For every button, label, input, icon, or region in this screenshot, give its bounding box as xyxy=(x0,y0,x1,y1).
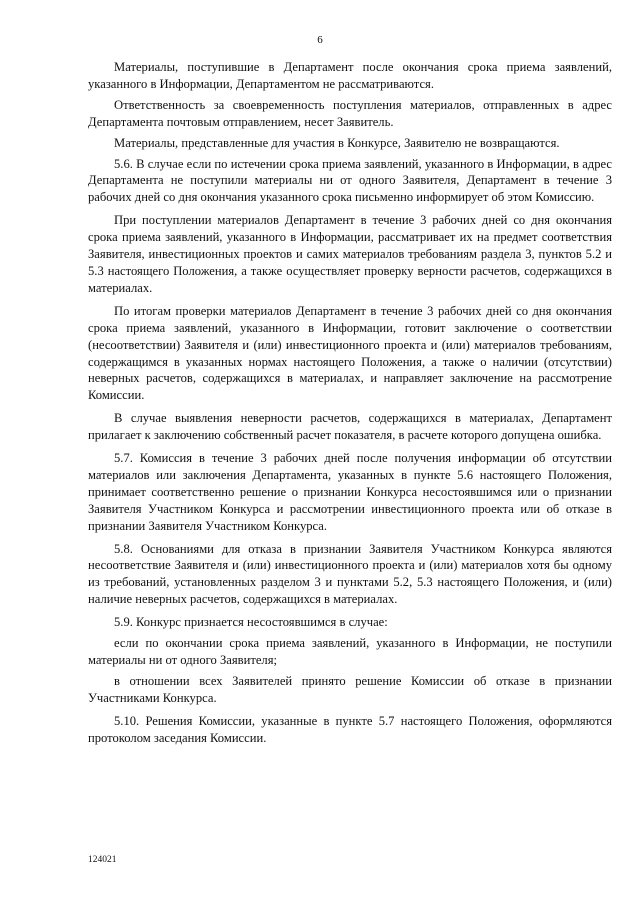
paragraph: По итогам проверки материалов Департамент в течение 3 рабочих дней со дня окончания срока приема заявлений, указанного в Информации, готовит заключение о соответствии (несоответствии) Заявителя и (или) инвестиционного проекта и (или) материалов требованиям, содержащимся в указанных нормах настоящего Положения, а также о наличии (отсутствии) неверных расчетов, содержащихся в материалах, и направляет заключение на рассмотрение Комиссии. xyxy=(88,303,612,403)
paragraph: При поступлении материалов Департамент в течение 3 рабочих дней со дня окончания срока приема заявлений, указанного в Информации, рассматривает их на предмет соответствия Заявителя, инвестиционных проектов и самих материалов требованиям раздела 3, пунктов 5.2 и 5.3 настоящего Положения, а также осуществляет проверку верности расчетов, содержащихся в материалах. xyxy=(88,213,612,295)
document-body xyxy=(88,59,612,753)
paragraph-5-7: 5.7. Комиссия в течение 3 рабочих дней после получения информации об отсутствии материалов или заключения Департамента, указанных в пункте 5.6 настоящего Положения, принимает соответственно решение о признании Конкурса несостоявшимся или о признании Заявителя Участником Конкурса и рассмотрении инвестиционного проекта или об отказе в признании Заявителя Участником Конкурса. xyxy=(88,451,612,533)
paragraph: В случае выявления неверности расчетов, содержащихся в материалах, Департамент прилагает к заключению собственный расчет показателя, в расчете которого допущена ошибка. xyxy=(88,411,612,443)
paragraph: Материалы, представленные для участия в Конкурсе, Заявителю не возвращаются. xyxy=(114,135,560,150)
paragraph-5-6: 5.6. В случае если по истечении срока приема заявлений, указанного в Информации, в адрес Департамента не поступили материалы ни от одного Заявителя, Департамент в течение 3 рабочих дней со дня окончания указанного срока письменно информирует об этом Комиссию. xyxy=(88,156,612,205)
paragraph: Ответственность за своевременность поступления материалов, отправленных в адрес Департамента почтовым отправлением, несет Заявитель. xyxy=(88,97,612,129)
list-item: в отношении всех Заявителей принято решение Комиссии об отказе в признании Участниками Конкурса. xyxy=(88,673,612,705)
page-number: 6 xyxy=(317,34,323,46)
paragraph: Материалы, поступившие в Департамент после окончания срока приема заявлений, указанного в Информации, Департаментом не рассматриваются. xyxy=(88,60,612,91)
paragraph-5-9: 5.9. Конкурс признается несостоявшимся в случае: xyxy=(114,615,388,630)
list-item: если по окончании срока приема заявлений, указанного в Информации, не поступили материалы ни от одного Заявителя; xyxy=(88,636,612,667)
paragraph-5-10: 5.10. Решения Комиссии, указанные в пункте 5.7 настоящего Положения, оформляются протоколом заседания Комиссии. xyxy=(88,713,612,745)
paragraph-5-8: 5.8. Основаниями для отказа в признании Заявителя Участником Конкурса являются несоответствие Заявителя и (или) инвестиционного проекта и (или) материалов хотя бы одному из требований, установленных разделом 3 и пунктами 5.2, 5.3 настоящего Положения, и (или) наличие неверных расчетов, содержащихся в материалах. xyxy=(88,541,612,607)
document-code: 124021 xyxy=(88,855,117,865)
